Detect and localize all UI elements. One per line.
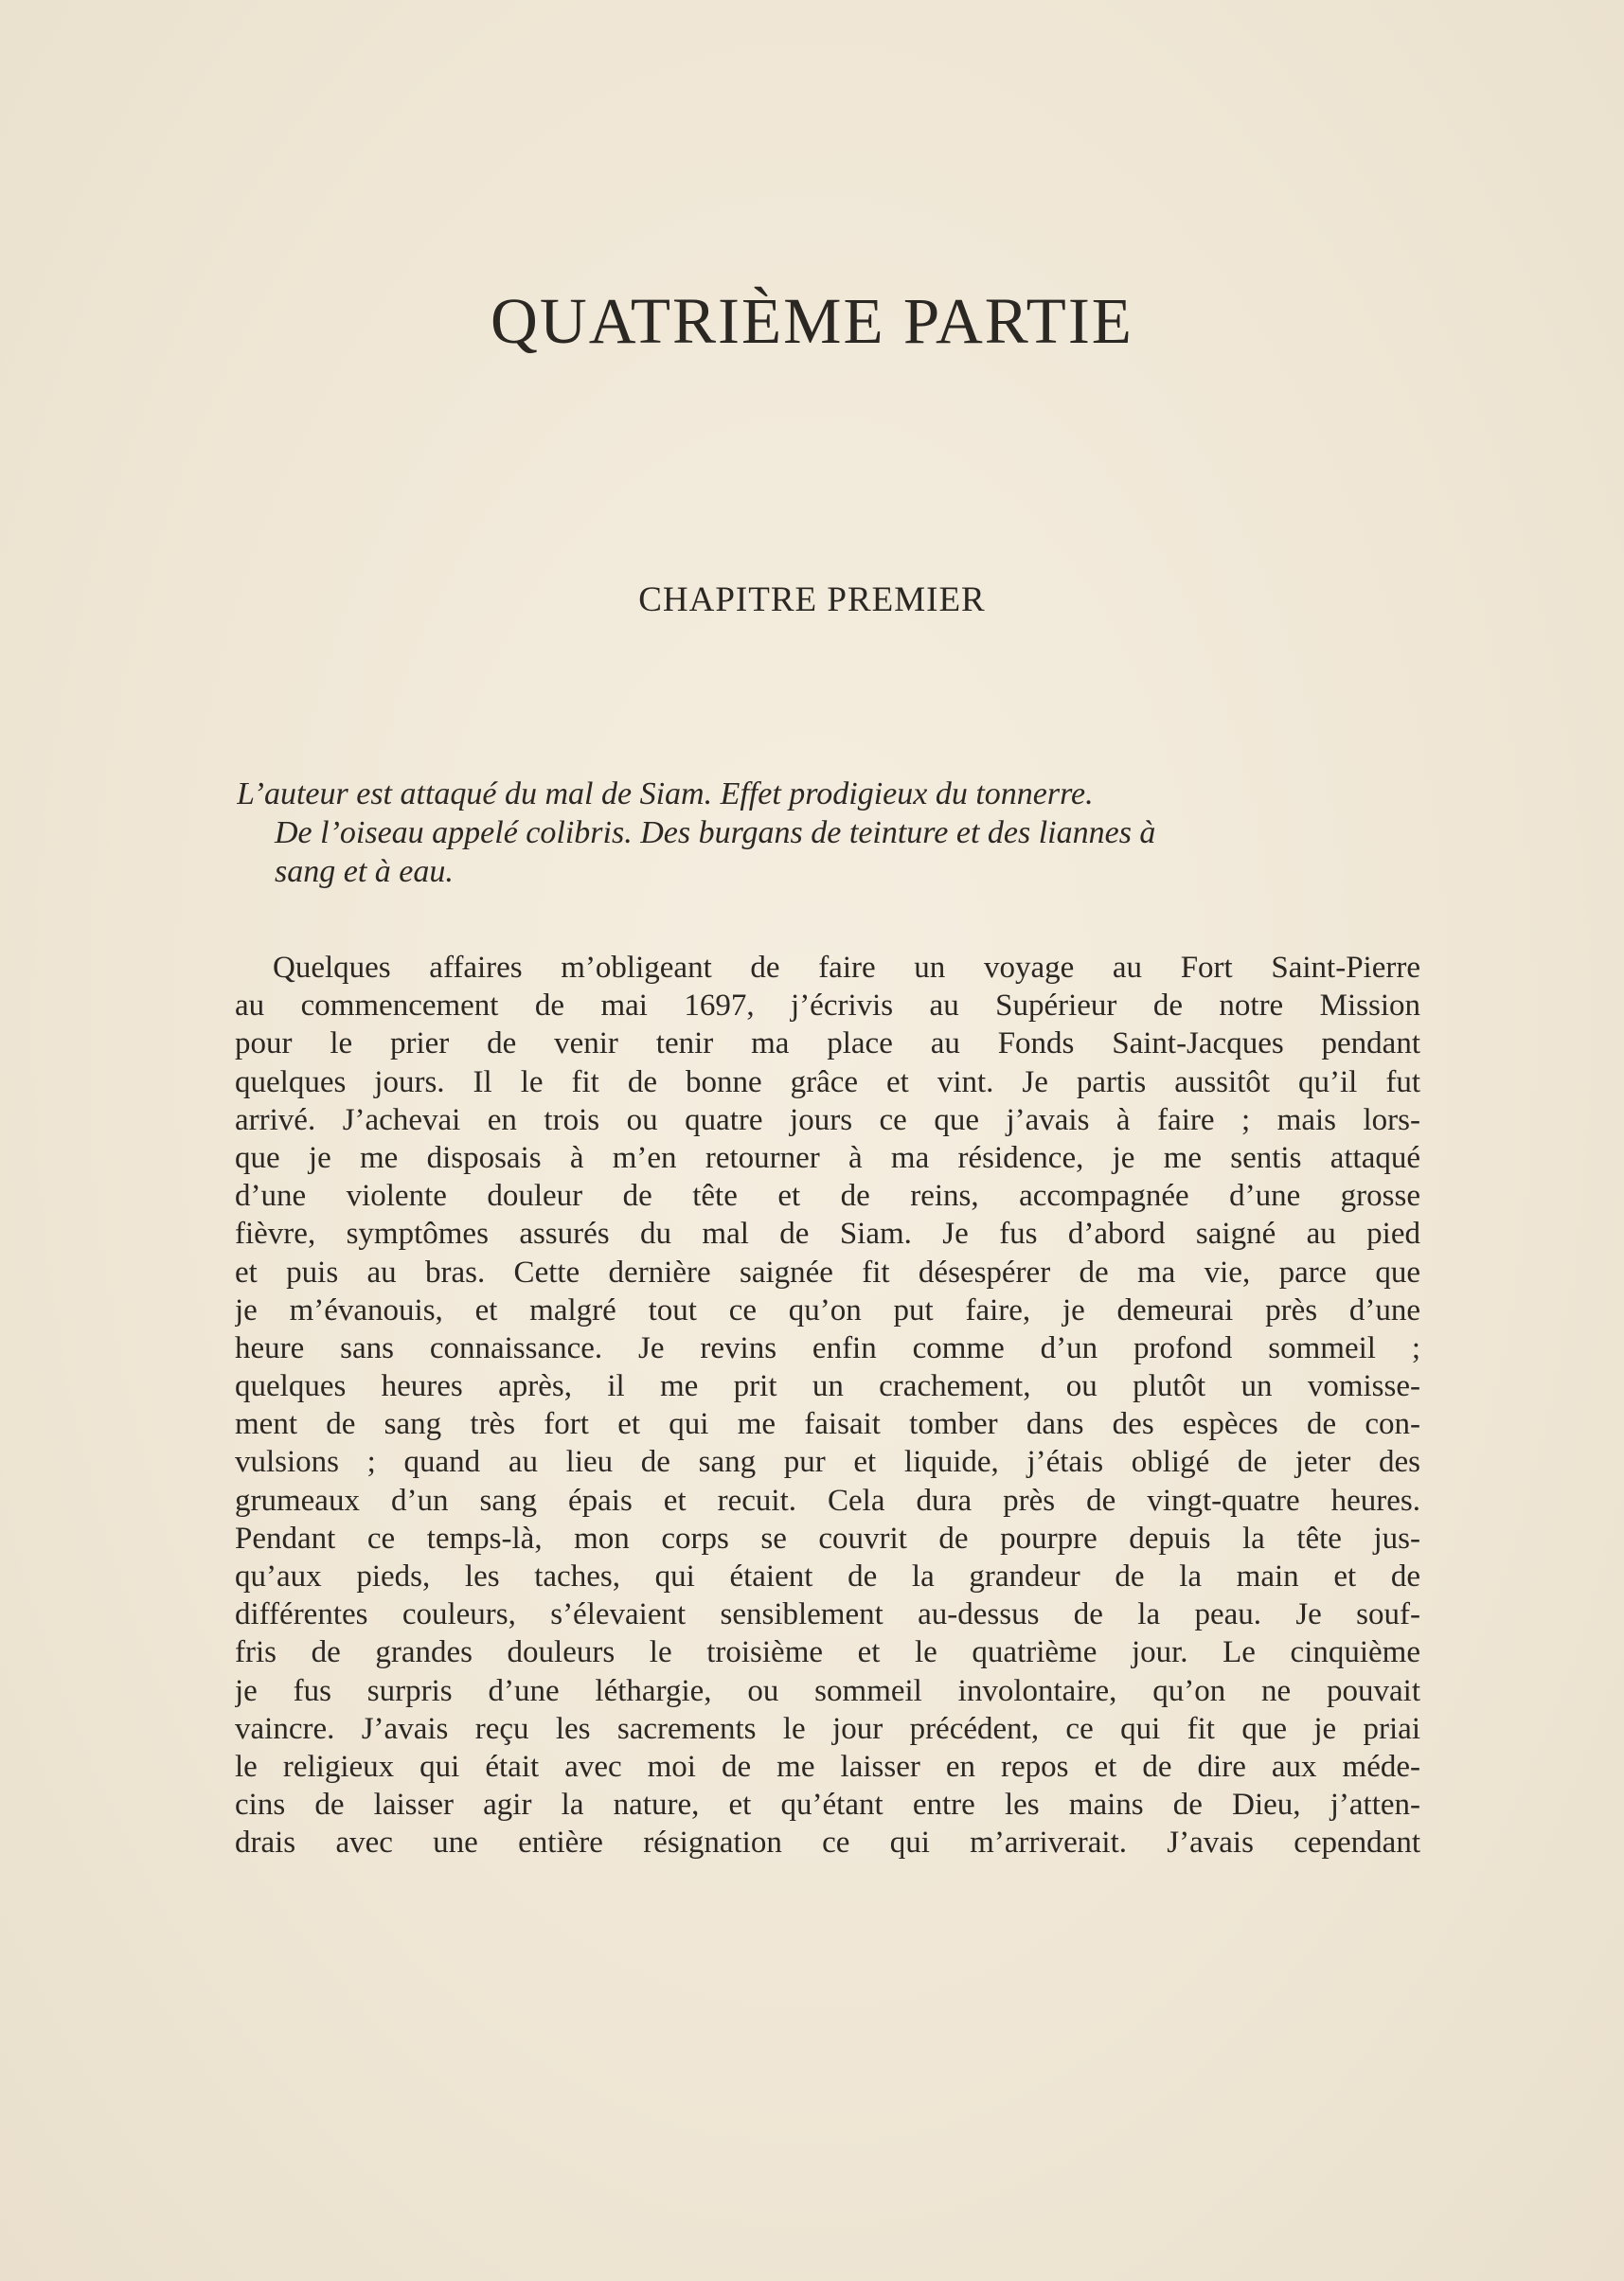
- chapter-summary: [237, 775, 1422, 891]
- text-line: quelques heures après, il me prit un crachement, ou plutôt un vomisse-: [235, 1369, 1420, 1404]
- text-line: et puis au bras. Cette dernière saignée fit désespérer de ma vie, parce que: [235, 1255, 1420, 1290]
- text-line: pour le prier de venir tenir ma place au Fonds Saint-Jacques pendant: [235, 1026, 1420, 1061]
- text-line: le religieux qui était avec moi de me laisser en repos et de dire aux méde-: [235, 1749, 1420, 1784]
- part-title: QUATRIÈME PARTIE: [491, 285, 1133, 357]
- text-line: ment de sang très fort et qui me faisait tomber dans des espèces de con-: [235, 1407, 1420, 1442]
- text-line: d’une violente douleur de tête et de reins, accompagnée d’une grosse: [235, 1179, 1420, 1214]
- text-line: fris de grandes douleurs le troisième et le quatrième jour. Le cinquième: [235, 1635, 1420, 1670]
- summary-line: De l’oiseau appelé colibris. Des burgans de teinture et des liannes à: [275, 815, 1156, 850]
- text-line: cins de laisser agir la nature, et qu’étant entre les mains de Dieu, j’atten-: [235, 1788, 1420, 1823]
- text-line: je m’évanouis, et malgré tout ce qu’on put faire, je demeurai près d’une: [235, 1292, 1420, 1328]
- summary-line: L’auteur est attaqué du mal de Siam. Effet prodigieux du tonnerre.: [237, 776, 1094, 811]
- text-line: qu’aux pieds, les taches, qui étaient de la grandeur de la main et de: [235, 1559, 1420, 1594]
- text-line: quelques jours. Il le fit de bonne grâce et vint. Je partis aussitôt qu’il fut: [235, 1064, 1420, 1099]
- text-line: drais avec une entière résignation ce qui m’arriverait. J’avais cependant: [235, 1826, 1420, 1861]
- summary-line: sang et à eau.: [275, 854, 454, 889]
- text-line: fièvre, symptômes assurés du mal de Siam. Je fus d’abord saigné au pied: [235, 1217, 1420, 1252]
- text-line: que je me disposais à m’en retourner à ma résidence, je me sentis attaqué: [235, 1140, 1420, 1175]
- text-line: Pendant ce temps-là, mon corps se couvrit de pourpre depuis la tête jus-: [235, 1521, 1420, 1556]
- text-line: vulsions ; quand au lieu de sang pur et liquide, j’étais obligé de jeter des: [235, 1445, 1420, 1480]
- text-line: différentes couleurs, s’élevaient sensiblement au-dessus de la peau. Je souf-: [235, 1597, 1420, 1632]
- text-line: au commencement de mai 1697, j’écrivis au Supérieur de notre Mission: [235, 989, 1420, 1024]
- text-line: je fus surpris d’une léthargie, ou sommeil involontaire, qu’on ne pouvait: [235, 1673, 1420, 1708]
- text-line: heure sans connaissance. Je revins enfin comme d’un profond sommeil ;: [235, 1330, 1420, 1365]
- text-line: vaincre. J’avais reçu les sacrements le jour précédent, ce qui fit que je priai: [235, 1711, 1420, 1746]
- text-line: arrivé. J’achevai en trois ou quatre jours ce que j’avais à faire ; mais lors-: [235, 1102, 1420, 1137]
- text-line: grumeaux d’un sang épais et recuit. Cela dura près de vingt-quatre heures.: [235, 1483, 1420, 1518]
- text-line: Quelques affaires m’obligeant de faire un voyage au Fort Saint-Pierre: [273, 951, 1420, 985]
- chapter-title: CHAPITRE PREMIER: [638, 580, 986, 619]
- body-paragraph: [235, 949, 1420, 1862]
